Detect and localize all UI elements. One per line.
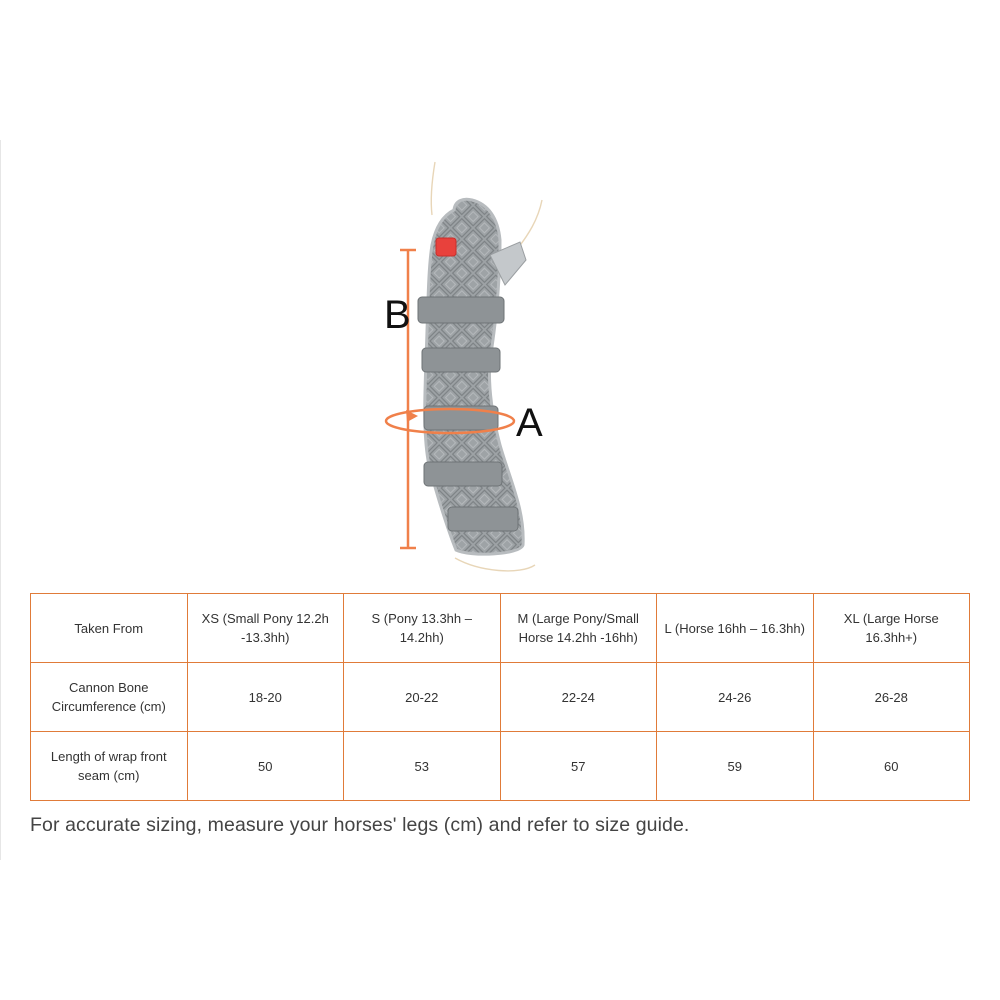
table-cell: 24-26 [657, 663, 814, 732]
table-cell: 22-24 [500, 663, 657, 732]
leg-wrap-drawing [360, 160, 600, 580]
red-marker [436, 238, 456, 256]
table-header-cell: Taken From [31, 594, 188, 663]
table-header-cell: M (Large Pony/Small Horse 14.2hh -16hh) [500, 594, 657, 663]
left-divider [0, 140, 1, 860]
table-header-cell: S (Pony 13.3hh – 14.2hh) [344, 594, 501, 663]
table-row [31, 732, 970, 801]
table-row [31, 663, 970, 732]
table-header-cell: L (Horse 16hh – 16.3hh) [657, 594, 814, 663]
table-cell: 57 [500, 732, 657, 801]
table-cell: 50 [187, 732, 344, 801]
size-guide-table [30, 593, 970, 801]
table-cell: Length of wrap front seam (cm) [31, 732, 188, 801]
label-b: B [384, 293, 411, 337]
table-header-row [31, 594, 970, 663]
sizing-caption: For accurate sizing, measure your horses' legs (cm) and refer to size guide. [30, 814, 690, 836]
leg-wrap-illustration [360, 160, 600, 580]
table-cell: 60 [813, 732, 970, 801]
table-header-cell: XS (Small Pony 12.2h -13.3hh) [187, 594, 344, 663]
table-cell: 59 [657, 732, 814, 801]
table-cell: 18-20 [187, 663, 344, 732]
table-cell: 20-22 [344, 663, 501, 732]
table-cell: Cannon Bone Circumference (cm) [31, 663, 188, 732]
table-header-cell: XL (Large Horse 16.3hh+) [813, 594, 970, 663]
table-cell: 53 [344, 732, 501, 801]
label-a: A [516, 401, 543, 445]
table-cell: 26-28 [813, 663, 970, 732]
